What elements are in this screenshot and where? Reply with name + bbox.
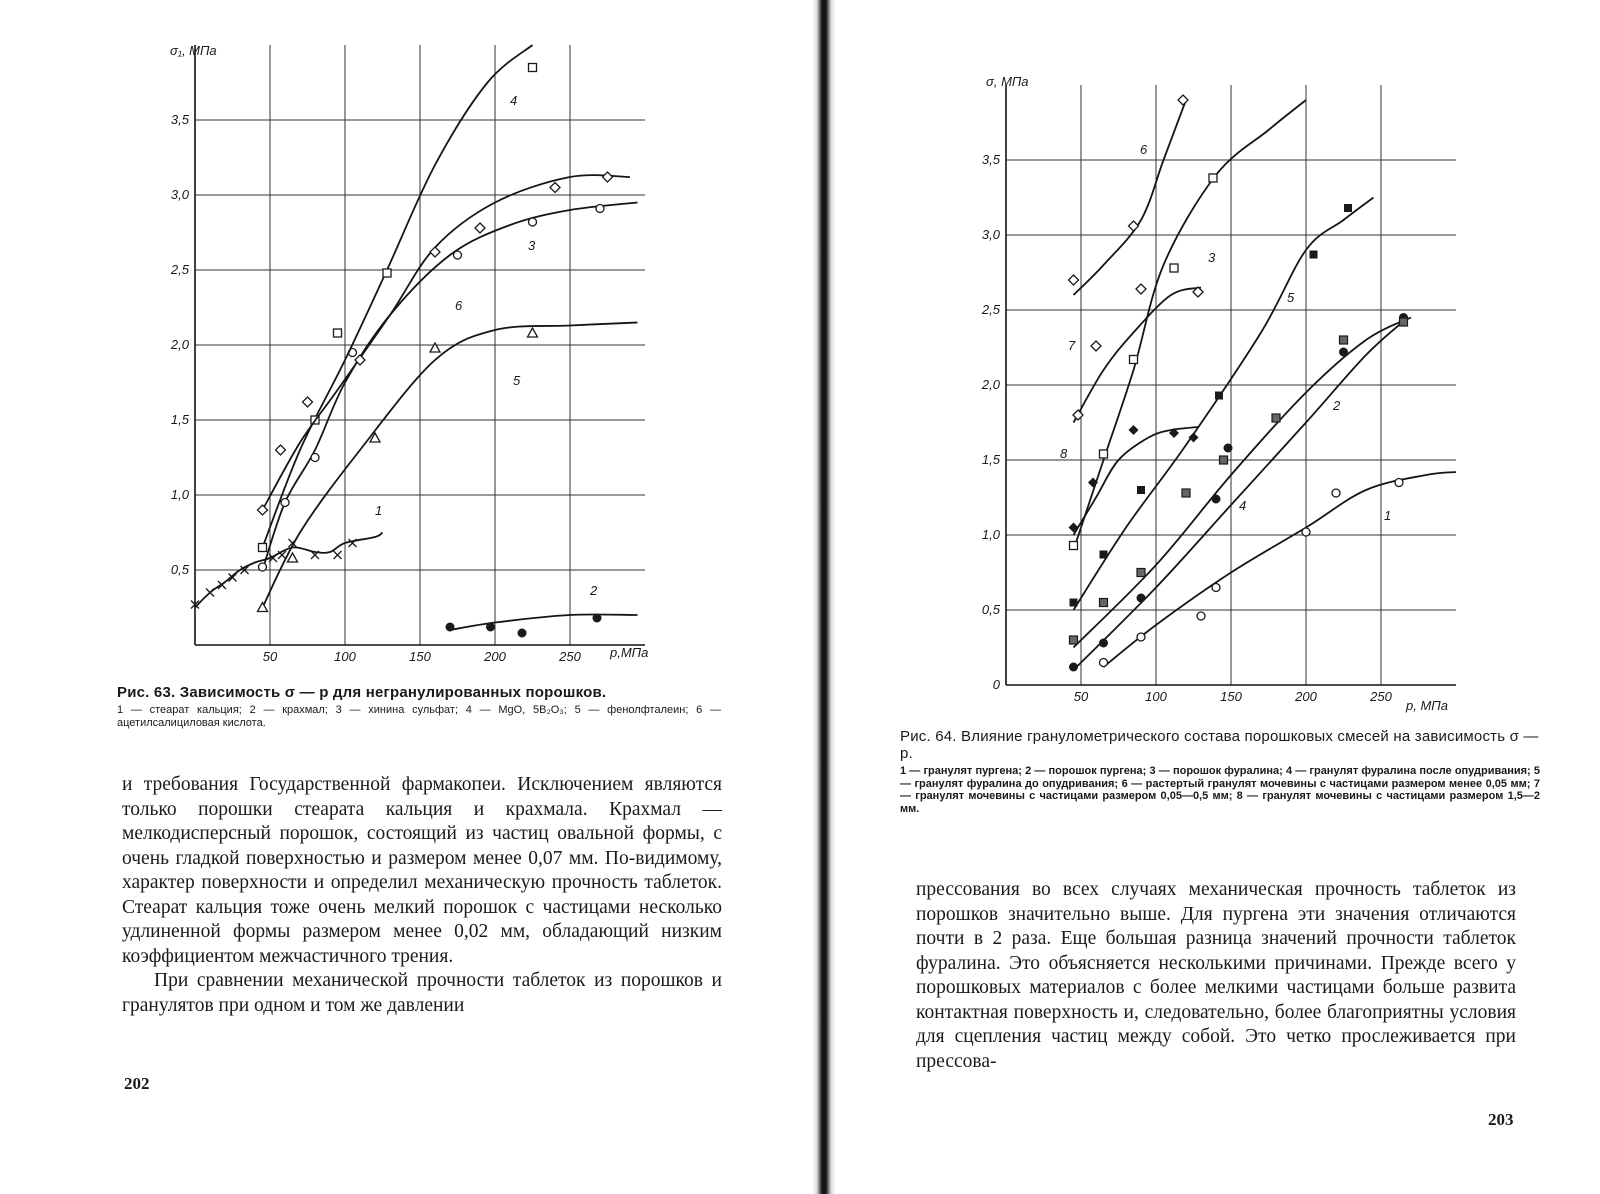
data-point bbox=[276, 445, 286, 455]
y-axis-label: σ, МПа bbox=[986, 74, 1029, 89]
y-tick-label: 2,5 bbox=[981, 302, 1000, 317]
data-point bbox=[487, 623, 495, 631]
curve-label-7: 7 bbox=[1068, 338, 1076, 353]
data-point bbox=[349, 539, 357, 547]
data-point bbox=[1209, 174, 1217, 182]
data-point bbox=[596, 205, 604, 213]
data-point bbox=[1340, 336, 1348, 344]
data-point bbox=[1070, 599, 1078, 607]
x-tick-label: 50 bbox=[1073, 689, 1089, 704]
data-point bbox=[1395, 479, 1403, 487]
data-point bbox=[259, 544, 267, 552]
x-tick-label: 200 bbox=[484, 649, 506, 664]
y-tick-label: 0 bbox=[992, 677, 1000, 692]
curve-label-5: 5 bbox=[513, 373, 521, 388]
series-5 bbox=[1070, 198, 1374, 611]
page-number-right: 203 bbox=[1488, 1110, 1514, 1129]
data-point bbox=[430, 343, 440, 352]
figure-64-caption bbox=[900, 728, 1540, 815]
y-tick-label: 2,5 bbox=[170, 262, 189, 277]
data-point bbox=[334, 551, 342, 559]
y-axis-label: σ₁, МПа bbox=[170, 43, 217, 58]
data-point bbox=[1070, 636, 1078, 644]
series-line-4 bbox=[1074, 318, 1412, 648]
right-body-text bbox=[916, 878, 1516, 1074]
series-line-3 bbox=[1074, 100, 1307, 550]
curve-label-8: 8 bbox=[1060, 446, 1068, 461]
data-point bbox=[550, 183, 560, 193]
data-point bbox=[1136, 284, 1146, 294]
data-point bbox=[1344, 204, 1352, 212]
y-tick-label: 1,0 bbox=[981, 527, 1000, 542]
page-number-left: 202 bbox=[124, 1074, 150, 1093]
data-point bbox=[1400, 318, 1408, 326]
data-point bbox=[603, 172, 613, 182]
data-point bbox=[1170, 264, 1178, 272]
x-axis-label: p,МПа bbox=[610, 645, 649, 660]
y-tick-label: 2,0 bbox=[170, 337, 189, 352]
data-point bbox=[288, 553, 298, 562]
data-point bbox=[1302, 528, 1310, 536]
curve-label-5: 5 bbox=[1287, 290, 1295, 305]
series-6 bbox=[258, 172, 631, 515]
curve-label-3: 3 bbox=[528, 238, 536, 253]
y-tick-label: 1,0 bbox=[170, 487, 189, 502]
x-tick-label: 150 bbox=[409, 649, 431, 664]
data-point bbox=[1069, 275, 1079, 285]
data-point bbox=[1182, 489, 1190, 497]
curve-label-6: 6 bbox=[455, 298, 463, 313]
data-point bbox=[1137, 486, 1145, 494]
y-tick-label: 3,0 bbox=[170, 187, 189, 202]
series-4 bbox=[1070, 318, 1412, 648]
data-point bbox=[281, 499, 289, 507]
y-tick-label: 3,0 bbox=[981, 227, 1000, 242]
data-point bbox=[430, 247, 440, 257]
data-point bbox=[1224, 444, 1232, 452]
data-point bbox=[1069, 523, 1079, 533]
data-point bbox=[593, 614, 601, 622]
figure-63-legend: 1 — стеарат кальция; 2 — крахмал; 3 — хинина сульфат; 4 — MgO, 5B₂O₃; 5 — фенолфталеин; 6 — ацетилсалициловая кислота. bbox=[117, 704, 721, 729]
left-body-text bbox=[122, 773, 722, 1018]
data-point bbox=[1100, 659, 1108, 667]
data-point bbox=[1197, 612, 1205, 620]
series-line-2 bbox=[450, 614, 638, 630]
data-point bbox=[475, 223, 485, 233]
curve-label-3: 3 bbox=[1208, 250, 1216, 265]
data-point bbox=[529, 218, 537, 226]
grid bbox=[1006, 85, 1456, 685]
y-tick-label: 1,5 bbox=[170, 412, 189, 427]
data-point bbox=[383, 269, 391, 277]
data-point bbox=[334, 329, 342, 337]
data-point bbox=[454, 251, 462, 259]
data-point bbox=[518, 629, 526, 637]
data-point bbox=[1100, 599, 1108, 607]
data-point bbox=[206, 589, 214, 597]
y-tick-label: 0,5 bbox=[170, 562, 189, 577]
data-point bbox=[1137, 594, 1145, 602]
y-tick-label: 0,5 bbox=[981, 602, 1000, 617]
figure-63-caption bbox=[117, 684, 721, 729]
curve-label-4: 4 bbox=[1239, 498, 1247, 513]
y-tick-label: 3,5 bbox=[981, 152, 1000, 167]
data-point bbox=[1215, 392, 1223, 400]
data-point bbox=[1332, 489, 1340, 497]
x-tick-label: 50 bbox=[262, 649, 278, 664]
x-tick-label: 100 bbox=[1145, 689, 1167, 704]
y-tick-label: 3,5 bbox=[170, 112, 189, 127]
data-point bbox=[303, 397, 313, 407]
x-tick-label: 150 bbox=[1220, 689, 1242, 704]
data-point bbox=[1100, 450, 1108, 458]
data-point bbox=[1212, 584, 1220, 592]
curve-label-2: 2 bbox=[1333, 398, 1341, 413]
data-point bbox=[1137, 569, 1145, 577]
x-tick-label: 100 bbox=[334, 649, 356, 664]
series-2 bbox=[446, 583, 638, 637]
series-line-5 bbox=[263, 323, 638, 608]
curve-label-1: 1 bbox=[375, 503, 383, 518]
x-tick-label: 200 bbox=[1295, 689, 1317, 704]
data-point bbox=[528, 328, 538, 337]
x-axis-label: p, МПа bbox=[1406, 698, 1448, 713]
curve-label-6: 6 bbox=[1140, 142, 1148, 157]
paragraph: прессования во всех случаях механическая прочность таблеток из порошков значительно выше. Для пургена эти значения отличаются почти в 2 раза. Еще большая разница значений прочности таблеток фуралина. Это объясняется несколькими причинами. Прежде всего у порошковых материалов с более мелкими частицами больше развита контактная поверхность и, следовательно, более благоприятны условия для сцепления частиц между собой. Это четко прослеживается при прессова- bbox=[916, 879, 1516, 1072]
series-line-5 bbox=[1074, 198, 1374, 611]
data-point bbox=[1070, 542, 1078, 550]
curve-label-2: 2 bbox=[590, 583, 598, 598]
series-line-6 bbox=[1074, 100, 1187, 295]
x-tick-label: 250 bbox=[1370, 689, 1392, 704]
figure-64-caption-title: Рис. 64. Влияние гранулометрического состава порошковых смесей на зависимость σ — p. bbox=[900, 728, 1539, 762]
curve-label-4: 4 bbox=[510, 93, 518, 108]
series-5 bbox=[258, 323, 638, 612]
data-point bbox=[1129, 425, 1139, 435]
data-point bbox=[1137, 633, 1145, 641]
data-point bbox=[258, 505, 268, 515]
curve-label-1: 1 bbox=[1384, 508, 1392, 523]
figure-64-legend: 1 — гранулят пургена; 2 — порошок пургена; 3 — порошок фуралина; 4 — гранулят фуралина после опудривания; 5 — гранулят фуралина до опудривания; 6 — растертый гранулят мочевины с частицами размером менее 0,05 мм; 7 — гранулят мочевины с частицами размером 0,05—0,5 мм; 8 — гранулят мочевины с частицами размером 1,5—2 мм. bbox=[900, 765, 1540, 815]
y-tick-label: 1,5 bbox=[981, 452, 1000, 467]
series-line-3 bbox=[263, 203, 638, 571]
data-point bbox=[259, 563, 267, 571]
data-point bbox=[1178, 95, 1188, 105]
grid bbox=[195, 45, 645, 645]
data-point bbox=[1189, 433, 1199, 443]
right-page bbox=[836, 0, 1600, 1194]
data-point bbox=[1100, 551, 1108, 559]
x-tick-label: 250 bbox=[559, 649, 581, 664]
data-point bbox=[529, 64, 537, 72]
series-7 bbox=[1068, 287, 1203, 423]
y-tick-label: 2,0 bbox=[981, 377, 1000, 392]
paragraph: При сравнении механической прочности таблеток из порошков и гранулятов при одном и том же давлении bbox=[122, 970, 722, 1016]
data-point bbox=[1220, 456, 1228, 464]
series-3 bbox=[259, 203, 638, 572]
chart-fig64 bbox=[836, 0, 1600, 720]
data-point bbox=[311, 454, 319, 462]
paragraph: и требования Государственной фармакопеи. Исключением являются только порошки стеарата кальция и крахмала. Крахмал — мелкодисперсный порошок, состоящий из частиц овальной формы, с очень гладкой поверхностью и размером менее 0,07 мм. По-видимому, характер поверхности и определил механическую прочность таблеток. Стеарат кальция тоже очень мелкий порошок с частицами несколько удлиненной формы размером менее 0,02 мм, обладающий низким коэффициентом межчастичного трения. bbox=[122, 774, 722, 967]
data-point bbox=[258, 603, 268, 612]
figure-63-caption-title: Рис. 63. Зависимость σ — p для негранулированных порошков. bbox=[117, 684, 607, 701]
data-point bbox=[1272, 414, 1280, 422]
book-gutter bbox=[812, 0, 836, 1194]
data-point bbox=[1310, 251, 1318, 259]
data-point bbox=[1100, 639, 1108, 647]
data-point bbox=[446, 623, 454, 631]
data-point bbox=[1070, 663, 1078, 671]
data-point bbox=[1130, 356, 1138, 364]
data-point bbox=[1129, 221, 1139, 231]
chart-fig63 bbox=[0, 0, 812, 700]
data-point bbox=[1091, 341, 1101, 351]
